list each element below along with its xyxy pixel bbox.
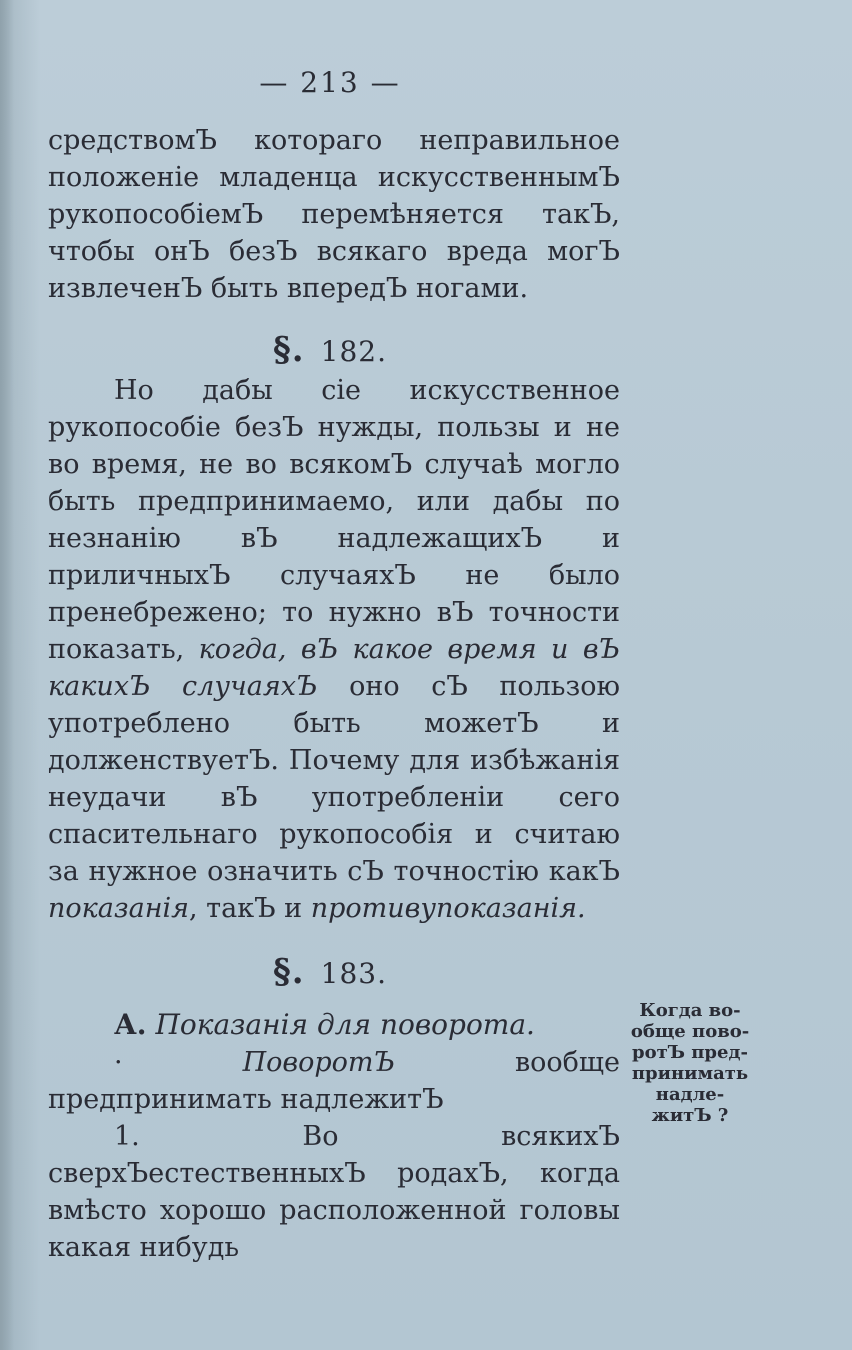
section-number: 183. [320,957,387,990]
paragraph-3 [48,1044,620,1118]
subheading-text: Показанiя для поворота. [155,1008,535,1041]
paragraph-2-text-2: оно сЪ пользою употреблено быть можетЪ и долженствуетЪ. Почему для избѣжанiя неудачи вЪ употребленiи сего спасительнаго рукопособiя и считаю за нужное означить сЪ точностiю какЪ [48,671,620,887]
paragraph-2 [48,372,620,927]
paragraph-2-text-3: , такЪ и [189,893,303,924]
subheading-letter: А. [114,1008,147,1041]
paragraph-1: средствомЪ котораго неправильное положенiе младенца искусственнымЪ рукопособiемЪ перемѣняется такЪ, чтобы онЪ безЪ всякаго вреда могЪ извлеченЪ быть впередЪ ногами. [48,125,620,304]
paragraph-2-text-1: Но дабы сiе искусственное рукопособiе безЪ нужды, пользы и не во время, не во всякомЪ случаѣ могло быть предпринимаемо, или дабы по незнанiю вЪ надлежащихЪ и приличныхЪ случаяхЪ не было пренебрежено; то нужно вЪ точности показать, [48,375,620,665]
page-binding-shadow [0,0,14,1350]
paragraph-continuation [48,122,620,307]
section-heading-183 [0,952,660,992]
section-183-body [48,1044,620,1266]
margin-note-line: обще пово- [630,1021,750,1042]
margin-note-line: ротЪ пред- [632,1042,748,1063]
section-sign: §. [273,952,305,992]
margin-note-line: житЪ ? [651,1105,729,1126]
margin-note-line: Когда во- [639,1000,741,1021]
subheading-indications [114,1008,614,1041]
section-182-body [48,372,620,927]
paragraph-2-emphasis-1: когда, вЪ какое время и вЪ какихЪ случаяхЪ [48,634,620,702]
section-heading-182 [0,330,660,370]
paragraph-3-text: вообще предпринимать надлежитЪ [48,1047,620,1115]
margin-note [620,1000,760,1126]
paragraph-3-dot: · [114,1047,123,1078]
page-number: — 213 — [259,66,401,99]
section-sign: §. [273,330,305,370]
paragraph-4: 1. Во всякихЪ сверхЪестественныхЪ родахЪ, когда вмѣсто хорошо расположенной головы какая нибудь [48,1121,620,1263]
margin-note-line: надле- [655,1084,725,1105]
paragraph-2-emphasis-3: противупоказанiя. [310,893,586,924]
paragraph-3-emphasis: ПоворотЪ [242,1047,395,1078]
section-number: 182. [320,335,387,368]
paragraph-2-emphasis-2: показанiя [48,893,189,924]
margin-note-line: принимать [631,1063,749,1084]
